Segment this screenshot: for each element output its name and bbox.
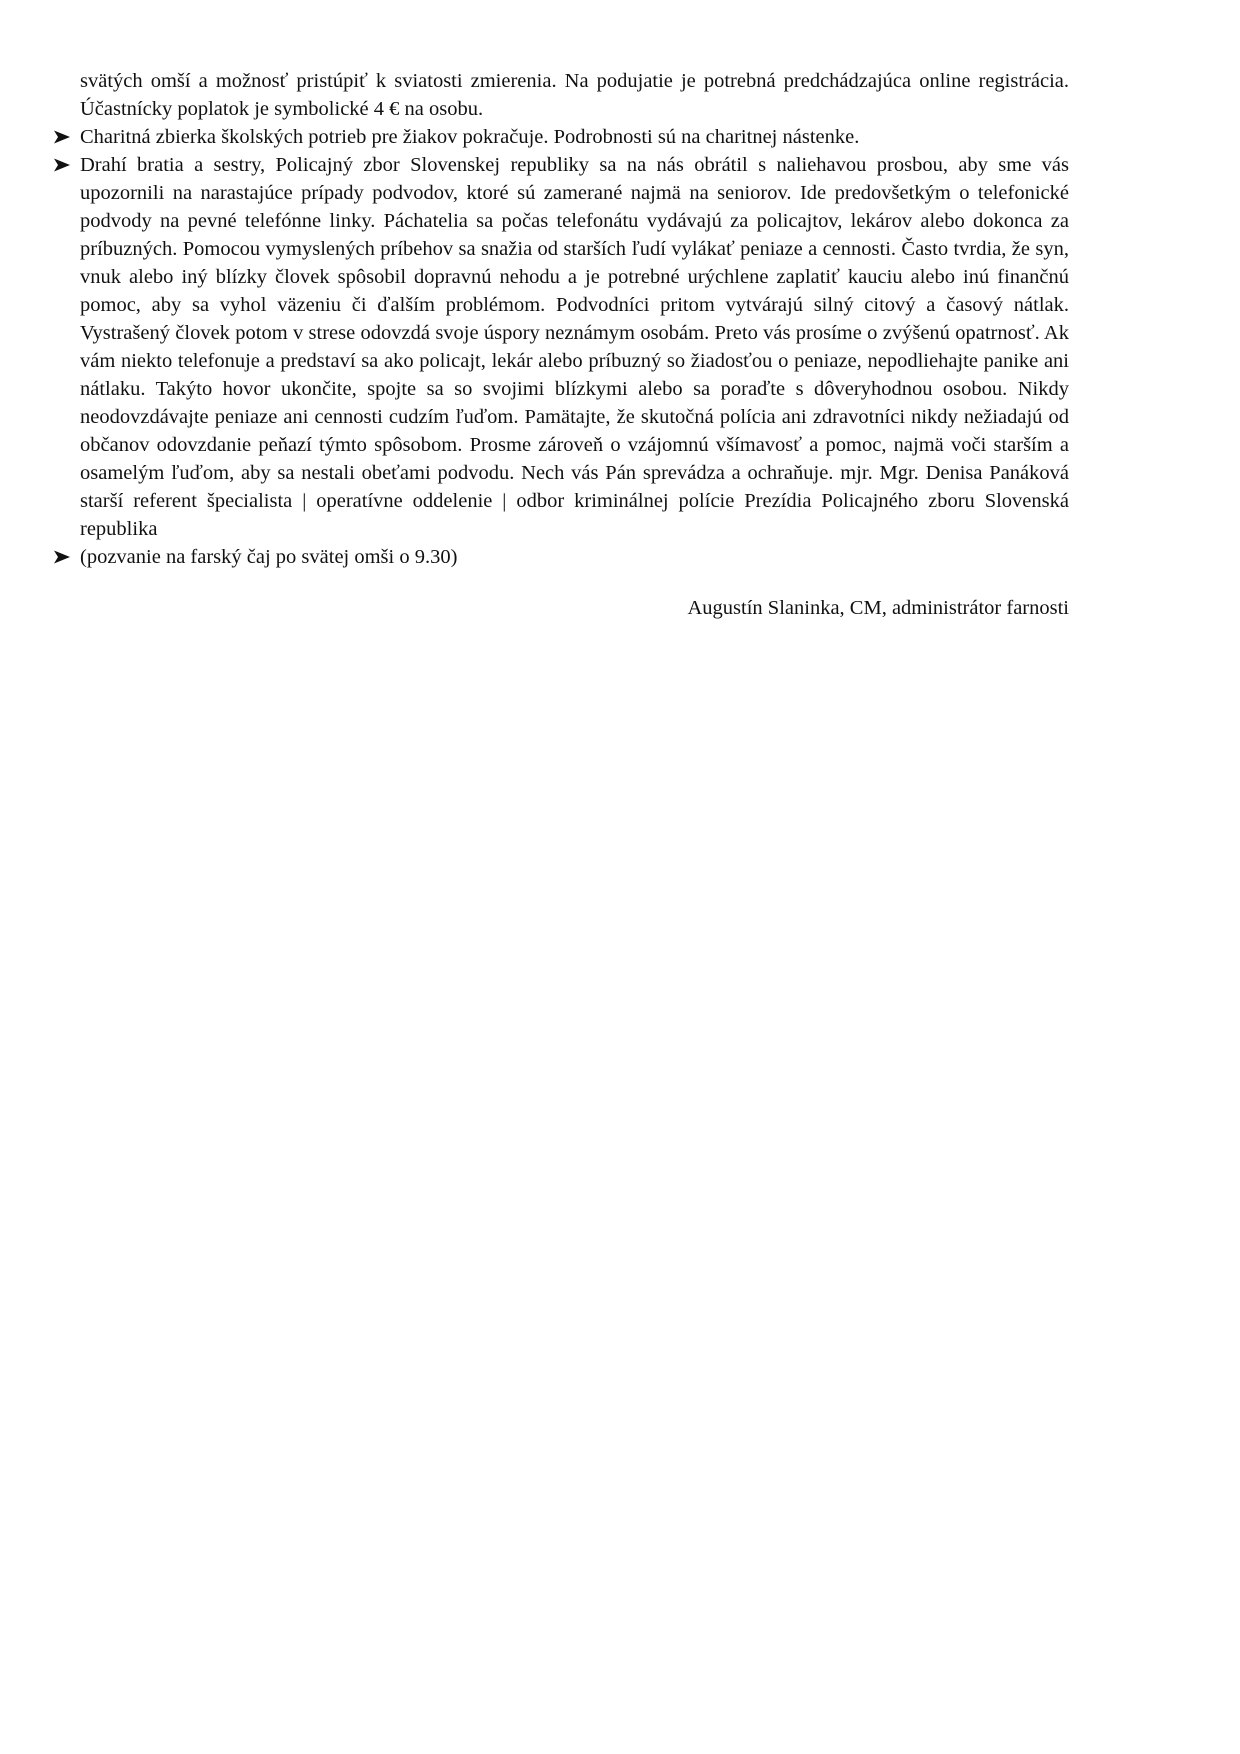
bullet-item-police-warning <box>80 151 1069 543</box>
bullet-text: Drahí bratia a sestry, Policajný zbor Slovenskej republiky sa na nás obrátil s naliehavou prosbou, aby sme vás upozornili na narastajúce prípady podvodov, ktoré sú zamerané najmä na seniorov. Ide predovšetkým o telefonické podvody na pevné telefónne linky. Páchatelia sa počas telefonátu vydávajú za policajtov, lekárov alebo dokonca za príbuzných. Pomocou vymyslených príbehov sa snažia od starších ľudí vylákať peniaze a cennosti. Často tvrdia, že syn, vnuk alebo iný blízky človek spôsobil dopravnú nehodu a je potrebné urýchlene zaplatiť kauciu alebo inú finančnú pomoc, aby sa vyhol väzeniu či ďalším problémom. Podvodníci pritom vytvárajú silný citový a časový nátlak. Vystrašený človek potom v strese odovzdá svoje úspory neznámym osobám. Preto vás prosíme o zvýšenú opatrnosť. Ak vám niekto telefonuje a predstaví sa ako policajt, lekár alebo príbuzný so žiadosťou o peniaze, nepodliehajte panike ani nátlaku. Takýto hovor ukončite, spojte sa so svojimi blízkymi alebo sa poraďte s dôveryhodnou osobou. Nikdy neodovzdávajte peniaze ani cennosti cudzím ľuďom. Pamätajte, že skutočná polícia ani zdravotníci nikdy nežiadajú od občanov odovzdanie peňazí týmto spôsobom. Prosme zároveň o vzájomnú všímavosť a pomoc, najmä voči starším a osamelým ľuďom, aby sa nestali obeťami podvodu. Nech vás Pán sprevádza a ochraňuje. mjr. Mgr. Denisa Panáková starší referent špecialista | operatívne oddelenie | odbor kriminálnej polície Prezídia Policajného zboru Slovenská republika <box>80 154 1069 540</box>
bullet-item-parish-tea <box>80 543 1069 571</box>
document-body <box>80 67 1069 622</box>
arrowhead-bullet-icon <box>52 543 72 571</box>
bullet-text: Charitná zbierka školských potrieb pre žiakov pokračuje. Podrobnosti sú na charitnej nástenke. <box>80 126 860 148</box>
signature-line: Augustín Slaninka, CM, administrátor farnosti <box>687 597 1069 619</box>
bullet-text: (pozvanie na farský čaj po svätej omši o 9.30) <box>80 546 458 568</box>
arrowhead-bullet-icon <box>52 123 72 151</box>
continuation-paragraph: svätých omší a možnosť pristúpiť k sviatosti zmierenia. Na podujatie je potrebná predchádzajúca online registrácia. Účastnícky poplatok je symbolické 4 € na osobu. <box>80 70 1069 120</box>
arrowhead-bullet-icon <box>52 151 72 179</box>
bullet-item-school-supplies <box>80 123 1069 151</box>
